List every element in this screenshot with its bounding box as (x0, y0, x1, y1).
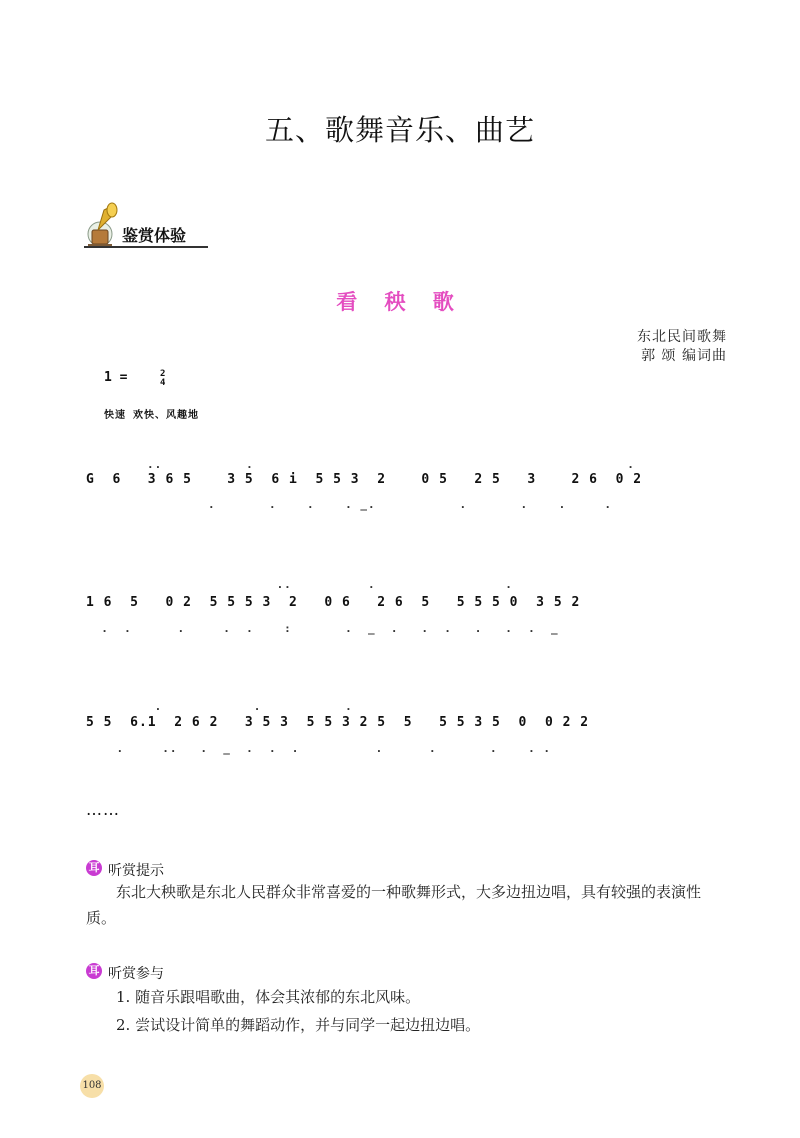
section-label: 鉴赏体验 (122, 226, 187, 245)
participation-heading: 听赏参与 (108, 966, 164, 982)
tempo-marking: 快速 欢快、风趣地 (104, 410, 200, 421)
score-line-2: 1 6 5 0 2 5 5 5 3 2 0 6 2 6 5 5 5 5 0 3 5 2 (86, 595, 581, 610)
participation-item-1: 1. 随音乐跟唱歌曲，体会其浓郁的东北风味。 (116, 988, 421, 1006)
score-lower-dots-2: . . . . . : . _ . . . . . . _ (86, 622, 559, 635)
chapter-title: 五、歌舞音乐、曲艺 (264, 113, 535, 147)
score-upper-dots-1: .. . . (86, 458, 635, 471)
song-author: 郭 颂 编词曲 (641, 348, 727, 364)
song-credit (637, 328, 727, 366)
ear-icon: 耳 (86, 963, 102, 979)
score-upper-dots-3: . . . (86, 700, 353, 713)
time-signature-top: 2 (160, 369, 166, 379)
page-number: 108 (80, 1074, 104, 1098)
score-line-1: G 6 3 6 5 3 5 6 i 5 5 3 2 0 5 2 5 3 2 6 0 2 (86, 472, 643, 487)
listening-tips-heading: 听赏提示 (108, 863, 164, 879)
score-continuation: …… (86, 800, 120, 819)
key-signature: 1 = (104, 370, 128, 385)
time-signature (160, 370, 170, 388)
song-origin: 东北民间歌舞 (637, 329, 727, 345)
score-upper-dots-2: .. . . (86, 578, 513, 591)
listening-tips-text: 东北大秧歌是东北人民群众非常喜爱的一种歌舞形式，大多边扭边唱，具有较强的表演性质。 (86, 883, 702, 927)
ear-icon: 耳 (86, 860, 102, 876)
score-lower-dots-1: . . . . _. . . . . (86, 498, 612, 511)
score-line-3: 5 5 6.1 2 6 2 3 5 3 5 5 3 2 5 5 5 5 3 5 0 0 2 2 (86, 715, 590, 730)
score-lower-dots-3: . .. . _ . . . . . . . . (86, 742, 551, 755)
time-signature-bottom: 4 (160, 378, 166, 388)
participation-item-2: 2. 尝试设计简单的舞蹈动作，并与同学一起边扭边唱。 (116, 1016, 481, 1034)
section-divider (84, 246, 208, 248)
song-title: 看 秧 歌 (336, 289, 464, 314)
